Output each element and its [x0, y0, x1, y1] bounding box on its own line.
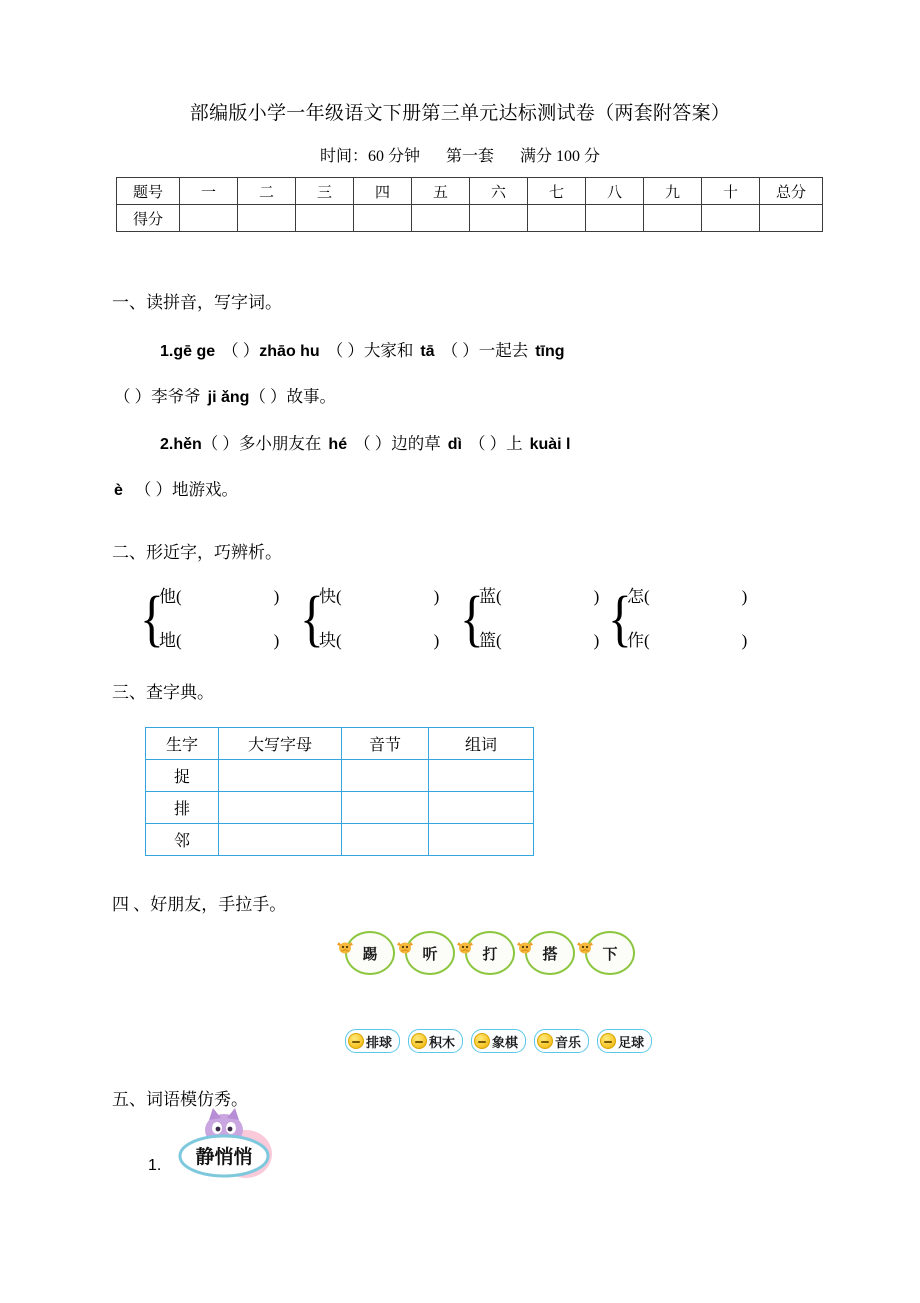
- dict-cell-capital-zhuo[interactable]: [219, 760, 342, 792]
- section-1-question-1-line-2: [114, 383, 336, 407]
- verb-bubble-da[interactable]: [465, 931, 515, 975]
- score-col-9: 九: [644, 178, 702, 205]
- object-bubble-yinyue[interactable]: [534, 1029, 589, 1053]
- brace-item-zen: [627, 575, 747, 619]
- brace-close-lan-blue[interactable]: ): [593, 587, 600, 606]
- score-cell-1[interactable]: [180, 205, 238, 232]
- smiley-icon: [348, 1033, 364, 1049]
- score-cell-6[interactable]: [470, 205, 528, 232]
- table-row: [146, 824, 534, 856]
- brace-icon: {: [460, 585, 484, 653]
- section-2-brace-row: [140, 575, 820, 663]
- smiley-icon: [537, 1033, 553, 1049]
- cat-word-card: [172, 1106, 284, 1186]
- dict-header-word: 组词: [429, 728, 534, 760]
- score-col-8: 八: [586, 178, 644, 205]
- verb-bubble-ting[interactable]: [405, 931, 455, 975]
- table-row: [146, 760, 534, 792]
- brace-close-ta[interactable]: ): [273, 587, 280, 606]
- q2-pinyin-kuaile-part1: kuài l: [529, 436, 571, 453]
- q2-text-4: 地游戏。: [172, 480, 239, 499]
- q2-text-3: 上: [506, 434, 523, 453]
- brace-close-zuo[interactable]: ): [741, 631, 748, 650]
- dict-header-capital-letter: 大写字母: [219, 728, 342, 760]
- dict-char-pai: 排: [146, 792, 219, 824]
- score-col-1: 一: [180, 178, 238, 205]
- page-title: 部编版小学一年级语文下册第三单元达标测试卷（两套附答案）: [189, 103, 731, 124]
- cat-card-word: 静悄悄: [195, 1147, 253, 1168]
- brace-group-1-items: [159, 575, 279, 663]
- score-table-row-label: 题号: [117, 178, 180, 205]
- section-4-heading: 四 、好朋友，手拉手。: [112, 895, 287, 914]
- verb-bubble-row: [345, 931, 635, 975]
- brace-char-zuo: 作(: [627, 631, 650, 650]
- section-1-heading: 一、读拼音，写字词。: [112, 293, 282, 312]
- score-table-points-label: 得分: [117, 205, 180, 232]
- object-bubble-label: 足球: [618, 1034, 645, 1050]
- brace-icon: {: [608, 585, 632, 653]
- score-table-points-row: [117, 205, 823, 232]
- brace-item-lan-blue: [479, 575, 599, 619]
- brace-item-ta: [159, 575, 279, 619]
- object-bubble-xiangqi[interactable]: [471, 1029, 526, 1053]
- section-2-heading: 二、形近字，巧辨析。: [112, 543, 282, 562]
- exam-total-score: 满分 100 分: [520, 148, 601, 165]
- brace-icon: {: [300, 585, 324, 653]
- exam-meta-line: [110, 143, 810, 166]
- score-col-2: 二: [238, 178, 296, 205]
- dict-cell-word-pai[interactable]: [429, 792, 534, 824]
- score-cell-2[interactable]: [238, 205, 296, 232]
- animal-icon: [514, 935, 536, 957]
- dict-header-row: [146, 728, 534, 760]
- verb-bubble-label: 打: [482, 946, 498, 963]
- q2-blank-3[interactable]: （ ）: [468, 434, 507, 453]
- score-cell-8[interactable]: [586, 205, 644, 232]
- brace-icon: {: [140, 585, 164, 653]
- object-bubble-label: 象棋: [492, 1034, 519, 1050]
- q1-text-1: 大家和: [363, 341, 414, 360]
- score-table: [116, 177, 823, 232]
- score-col-6: 六: [470, 178, 528, 205]
- smiley-icon: [474, 1033, 490, 1049]
- verb-bubble-label: 下: [602, 946, 618, 963]
- score-cell-5[interactable]: [412, 205, 470, 232]
- q2-blank-1[interactable]: （ ）: [201, 434, 239, 453]
- dict-cell-syllable-lin[interactable]: [342, 824, 429, 856]
- q1-blank-4[interactable]: （ ）: [114, 387, 152, 406]
- dict-cell-word-lin[interactable]: [429, 824, 534, 856]
- smiley-icon: [411, 1033, 427, 1049]
- table-row: [146, 792, 534, 824]
- dict-char-zhuo: 捉: [146, 760, 219, 792]
- dict-header-syllable: 音节: [342, 728, 429, 760]
- score-cell-4[interactable]: [354, 205, 412, 232]
- object-bubble-zuqiu[interactable]: [597, 1029, 652, 1053]
- score-col-5: 五: [412, 178, 470, 205]
- brace-item-lan-basket: [479, 619, 599, 663]
- brace-close-de[interactable]: ): [273, 631, 280, 650]
- smiley-icon: [600, 1033, 616, 1049]
- q1-pinyin-ting: tīng: [535, 343, 565, 360]
- section-1-question-2-line-2: [114, 476, 238, 500]
- animal-icon: [574, 935, 596, 957]
- brace-close-kuai-piece[interactable]: ): [433, 631, 440, 650]
- dict-header-character: 生字: [146, 728, 219, 760]
- brace-close-kuai-fast[interactable]: ): [433, 587, 440, 606]
- q2-pinyin-he: hé: [328, 436, 348, 453]
- verb-bubble-label: 听: [422, 946, 438, 963]
- dict-cell-capital-lin[interactable]: [219, 824, 342, 856]
- brace-item-zuo: [627, 619, 747, 663]
- score-cell-9[interactable]: [644, 205, 702, 232]
- dict-cell-syllable-pai[interactable]: [342, 792, 429, 824]
- verb-bubble-xia[interactable]: [585, 931, 635, 975]
- exam-duration: 时间：60 分钟: [319, 148, 420, 165]
- verb-bubble-label: 搭: [542, 946, 558, 963]
- verb-bubble-label: 踢: [362, 946, 378, 963]
- object-bubble-row: [345, 1029, 652, 1053]
- verb-bubble-ti[interactable]: [345, 931, 395, 975]
- section-5-heading: 五、词语模仿秀。: [112, 1090, 248, 1109]
- q2-blank-2[interactable]: （ ）: [354, 434, 392, 453]
- object-bubble-paiqiu[interactable]: [345, 1029, 400, 1053]
- q2-text-2: 边的草: [391, 434, 441, 453]
- section-5-item-number: 1.: [148, 1157, 162, 1174]
- q2-pinyin-di: dì: [447, 436, 462, 453]
- brace-char-zen: 怎(: [627, 587, 650, 606]
- object-bubble-jimu[interactable]: [408, 1029, 463, 1053]
- dict-cell-syllable-zhuo[interactable]: [342, 760, 429, 792]
- q1-pinyin-ta: tā: [420, 343, 435, 360]
- animal-icon: [454, 935, 476, 957]
- exam-set-label: 第一套: [445, 148, 494, 165]
- score-cell-7[interactable]: [528, 205, 586, 232]
- object-bubble-label: 排球: [366, 1034, 393, 1050]
- score-col-total: 总分: [760, 178, 823, 205]
- brace-group-2-items: [319, 575, 439, 663]
- score-cell-total[interactable]: [760, 205, 823, 232]
- dict-cell-word-zhuo[interactable]: [429, 760, 534, 792]
- q2-pinyin-hen: hěn: [173, 436, 202, 453]
- verb-bubble-da-build[interactable]: [525, 931, 575, 975]
- brace-close-lan-basket[interactable]: ): [593, 631, 600, 650]
- brace-char-kuai-piece: 块(: [319, 631, 342, 650]
- q2-blank-4[interactable]: （ ）: [134, 480, 173, 499]
- brace-close-zen[interactable]: ): [741, 587, 748, 606]
- brace-char-de: 地(: [159, 631, 182, 650]
- section-1-question-2-line-1: [160, 430, 570, 454]
- dictionary-lookup-table: [145, 727, 534, 856]
- score-col-7: 七: [528, 178, 586, 205]
- q1-pinyin-gege: gē ge: [173, 343, 216, 360]
- q1-blank-5[interactable]: （ ）: [249, 387, 287, 406]
- brace-item-kuai-piece: [319, 619, 439, 663]
- score-col-3: 三: [296, 178, 354, 205]
- dict-cell-capital-pai[interactable]: [219, 792, 342, 824]
- score-cell-10[interactable]: [702, 205, 760, 232]
- q1-blank-1[interactable]: （ ）: [222, 341, 260, 360]
- brace-char-lan-blue: 蓝(: [479, 587, 502, 606]
- animal-icon: [394, 935, 416, 957]
- dict-char-lin: 邻: [146, 824, 219, 856]
- score-col-4: 四: [354, 178, 412, 205]
- q1-pinyin-jiang: ji ǎng: [207, 389, 250, 406]
- q1-text-2: 一起去: [478, 341, 529, 360]
- q1-number: 1.: [160, 343, 174, 360]
- q1-blank-2[interactable]: （ ）: [326, 341, 364, 360]
- brace-item-de: [159, 619, 279, 663]
- brace-item-kuai-fast: [319, 575, 439, 619]
- brace-group-4-items: [627, 575, 747, 663]
- brace-char-lan-basket: 篮(: [479, 631, 502, 650]
- brace-char-kuai-fast: 快(: [319, 587, 342, 606]
- q2-number: 2.: [160, 436, 174, 453]
- object-bubble-label: 积木: [429, 1034, 456, 1050]
- object-bubble-label: 音乐: [555, 1034, 582, 1050]
- score-col-10: 十: [702, 178, 760, 205]
- q2-pinyin-kuaile-part2: è: [114, 482, 123, 499]
- animal-icon: [334, 935, 356, 957]
- q2-text-1: 多小朋友在: [238, 434, 322, 453]
- section-3-heading: 三、查字典。: [112, 683, 214, 702]
- q1-text-3: 李爷爷: [151, 387, 201, 406]
- score-table-header-row: [117, 178, 823, 205]
- brace-group-3-items: [479, 575, 599, 663]
- q1-blank-3[interactable]: （ ）: [441, 341, 479, 360]
- section-1-question-1-line-1: [160, 337, 565, 361]
- q1-pinyin-zhaohu: zhāo hu: [259, 343, 320, 360]
- q1-text-4: 故事。: [286, 387, 337, 406]
- score-cell-3[interactable]: [296, 205, 354, 232]
- brace-char-ta: 他(: [159, 587, 182, 606]
